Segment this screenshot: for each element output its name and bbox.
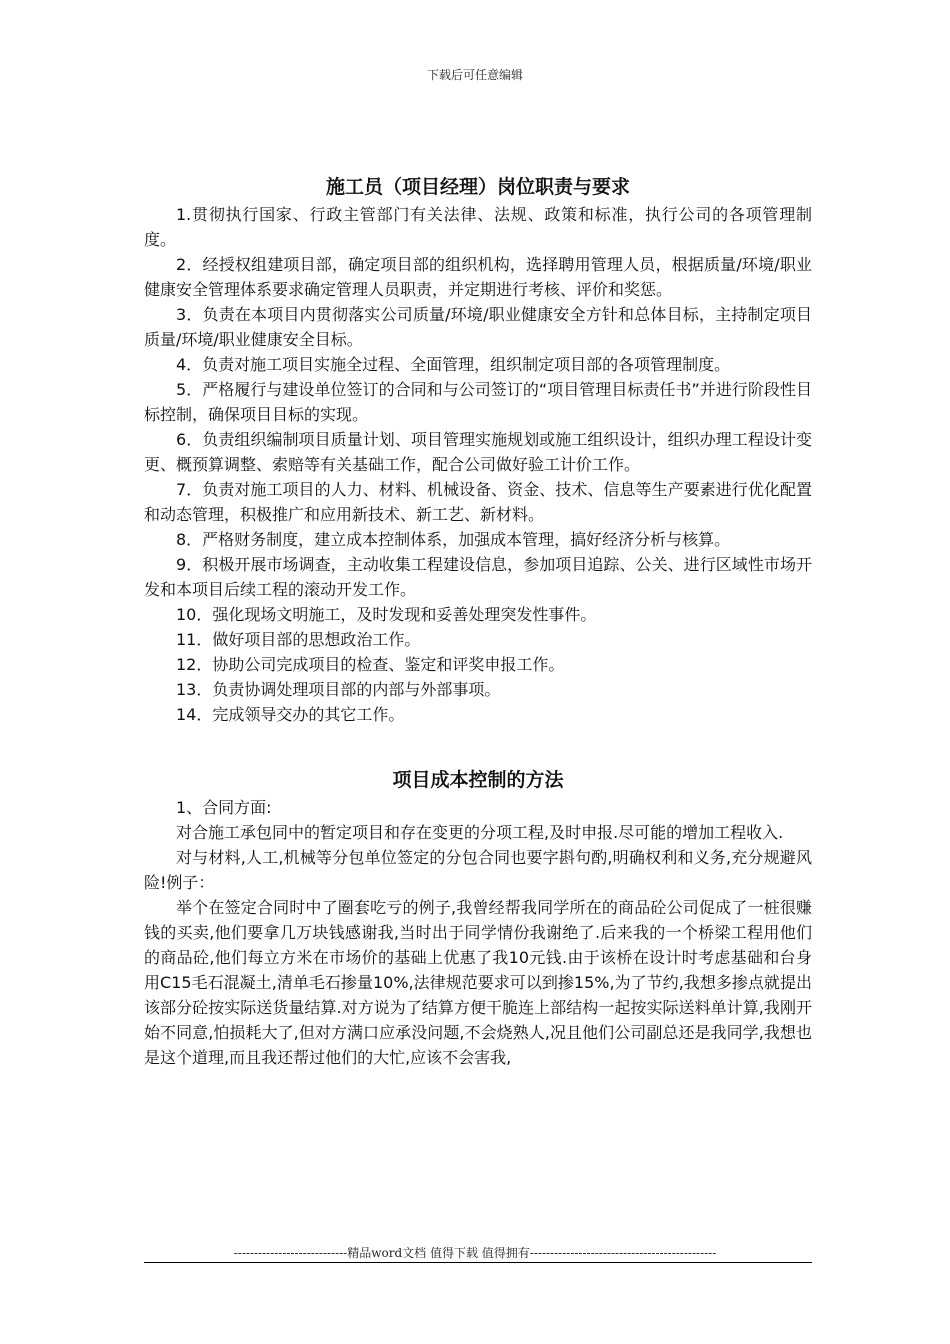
- section1-paragraphs: [144, 202, 812, 727]
- paragraph: 举个在签定合同时中了圈套吃亏的例子,我曾经帮我同学所在的商品砼公司促成了一桩很赚钱的买卖,他们要拿几万块钱感谢我,当时出于同学情份我谢绝了.后来我的一个桥梁工程用他们的商品砼,他们每立方米在市场价的基础上优惠了我10元钱.由于该桥在设计时考虑基础和台身用C15毛石混凝土,清单毛石掺量10%,法律规范要求可以到掺15%,为了节约,我想多掺点就提出该部分砼按实际送货量结算.对方说为了结算方便干脆连上部结构一起按实际送料单计算,我刚开始不同意,怕损耗大了,但对方满口应承没问题,不会烧熟人,况且他们公司副总还是我同学,我想也是这个道理,而且我还帮过他们的大忙,应该不会害我,: [144, 898, 812, 1067]
- section2-title: 项目成本控制的方法: [392, 769, 564, 791]
- paragraph: 1、合同方面:: [176, 798, 272, 817]
- paragraph: 5．严格履行与建设单位签订的合同和与公司签订的“项目管理目标责任书”并进行阶段性目标控制，确保项目目标的实现。: [144, 380, 812, 424]
- document-body: [144, 172, 812, 1070]
- paragraph: 2．经授权组建项目部，确定项目部的组织机构，选择聘用管理人员，根据质量/环境/职业健康安全管理体系要求确定管理人员职责，并定期进行考核、评价和奖惩。: [144, 255, 812, 299]
- header-note: 下载后可任意编辑: [426, 68, 523, 82]
- section1-title: 施工员（项目经理）岗位职责与要求: [325, 176, 630, 198]
- paragraph: 4．负责对施工项目实施全过程、全面管理，组织制定项目部的各项管理制度。: [176, 355, 731, 374]
- paragraph: 12．协助公司完成项目的检查、鉴定和评奖申报工作。: [176, 655, 565, 674]
- paragraph: 13．负责协调处理项目部的内部与外部事项。: [176, 680, 501, 699]
- paragraph: 6．负责组织编制项目质量计划、项目管理实施规划或施工组织设计，组织办理工程设计变更、概预算调整、索赔等有关基础工作，配合公司做好验工计价工作。: [144, 430, 812, 474]
- paragraph: 9．积极开展市场调查，主动收集工程建设信息，参加项目追踪、公关、进行区域性市场开发和本项目后续工程的滚动开发工作。: [144, 555, 812, 599]
- paragraph: 对合施工承包同中的暂定项目和存在变更的分项工程,及时申报.尽可能的增加工程收入.: [176, 823, 784, 842]
- footer-text: ----------------------------精品word文档 值得下载 值得拥有----------------------------------------------: [233, 1246, 717, 1260]
- section2-paragraphs: [144, 795, 812, 1070]
- paragraph: 对与材料,人工,机械等分包单位签定的分包合同也要字斟句酌,明确权利和义务,充分规避风险!例子：: [144, 848, 812, 892]
- paragraph: 14．完成领导交办的其它工作。: [176, 705, 405, 724]
- paragraph: 3．负责在本项目内贯彻落实公司质量/环境/职业健康安全方针和总体目标，主持制定项目质量/环境/职业健康安全目标。: [144, 305, 812, 349]
- section-spacer: [144, 727, 812, 765]
- paragraph: 10．强化现场文明施工，及时发现和妥善处理突发性事件。: [176, 605, 597, 624]
- paragraph: 8．严格财务制度，建立成本控制体系，加强成本管理，搞好经济分析与核算。: [176, 530, 731, 549]
- paragraph: 1.贯彻执行国家、行政主管部门有关法律、法规、政策和标准，执行公司的各项管理制度。: [144, 205, 812, 249]
- paragraph: 11．做好项目部的思想政治工作。: [176, 630, 421, 649]
- paragraph: 7．负责对施工项目的人力、材料、机械设备、资金、技术、信息等生产要素进行优化配置和动态管理，积极推广和应用新技术、新工艺、新材料。: [144, 480, 812, 524]
- footer-divider: [144, 1262, 812, 1263]
